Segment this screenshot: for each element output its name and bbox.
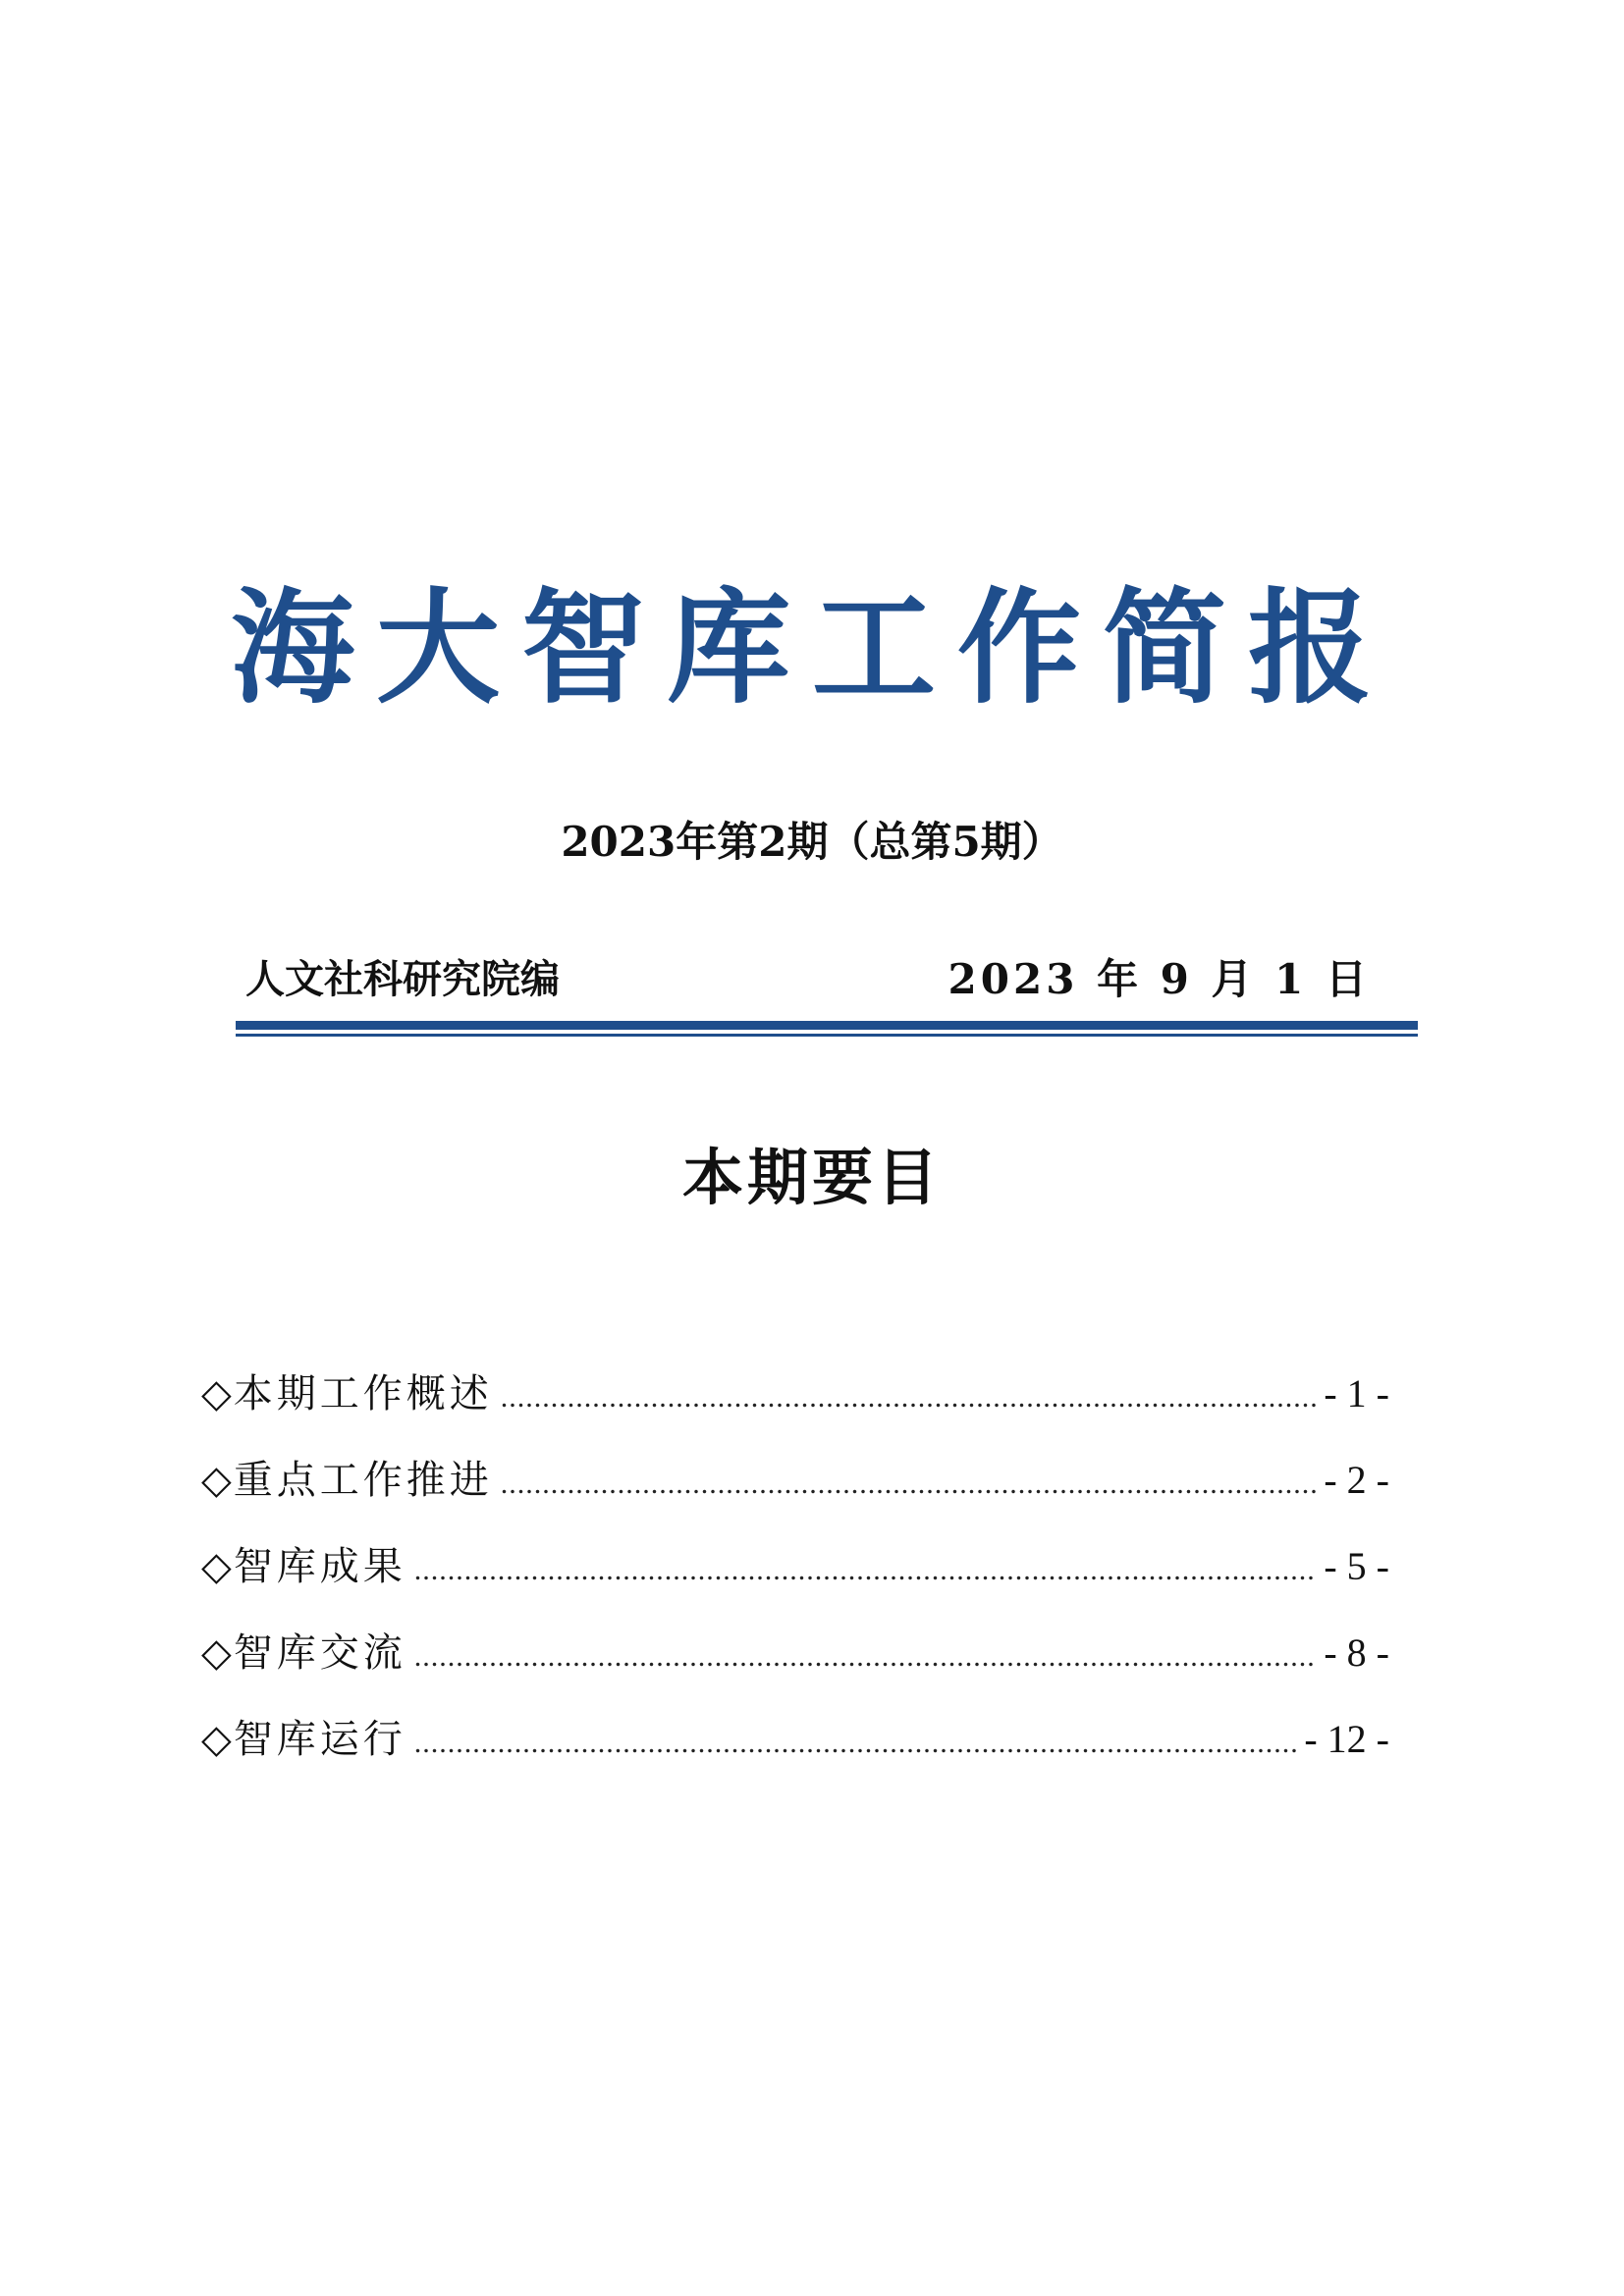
toc-item-page: - 1 -	[1324, 1371, 1389, 1415]
diamond-bullet-icon: ◇	[201, 1544, 232, 1589]
toc-item-label: 重点工作推进	[233, 1458, 493, 1503]
diamond-bullet-icon: ◇	[201, 1630, 232, 1676]
table-of-contents	[201, 1364, 1389, 1796]
editor-line: 人文社科研究院编	[245, 956, 560, 1002]
toc-item[interactable]	[201, 1624, 1389, 1710]
issue-number: 2023年第2期（总第5期）	[561, 818, 1063, 866]
toc-item-label: 本期工作概述	[233, 1371, 493, 1416]
diamond-bullet-icon: ◇	[201, 1717, 232, 1762]
toc-item-page: - 5 -	[1324, 1544, 1389, 1588]
toc-item[interactable]	[201, 1710, 1389, 1796]
bulletin-title: 海大智库工作简报	[231, 575, 1393, 721]
publication-date: 2023 年 9 月 1 日	[947, 955, 1371, 1003]
toc-leader-dots	[414, 1628, 1317, 1686]
toc-item-label: 智库运行	[233, 1717, 406, 1762]
header-divider	[236, 1021, 1418, 1041]
toc-item-page: - 8 -	[1324, 1630, 1389, 1675]
toc-leader-dots	[501, 1368, 1317, 1427]
diamond-bullet-icon: ◇	[201, 1371, 232, 1416]
divider-thick-line	[236, 1021, 1418, 1030]
toc-item-label: 智库成果	[233, 1544, 406, 1589]
toc-heading: 本期要目	[681, 1142, 942, 1213]
toc-item-label: 智库交流	[233, 1630, 406, 1676]
toc-item[interactable]	[201, 1537, 1389, 1624]
toc-item-page: - 12 -	[1304, 1717, 1389, 1761]
divider-thin-line	[236, 1034, 1418, 1037]
toc-item-page: - 2 -	[1324, 1458, 1389, 1502]
toc-item[interactable]	[201, 1451, 1389, 1537]
toc-item[interactable]	[201, 1364, 1389, 1451]
diamond-bullet-icon: ◇	[201, 1458, 232, 1503]
toc-leader-dots	[414, 1541, 1317, 1600]
toc-leader-dots	[501, 1455, 1317, 1514]
toc-leader-dots	[414, 1714, 1297, 1773]
